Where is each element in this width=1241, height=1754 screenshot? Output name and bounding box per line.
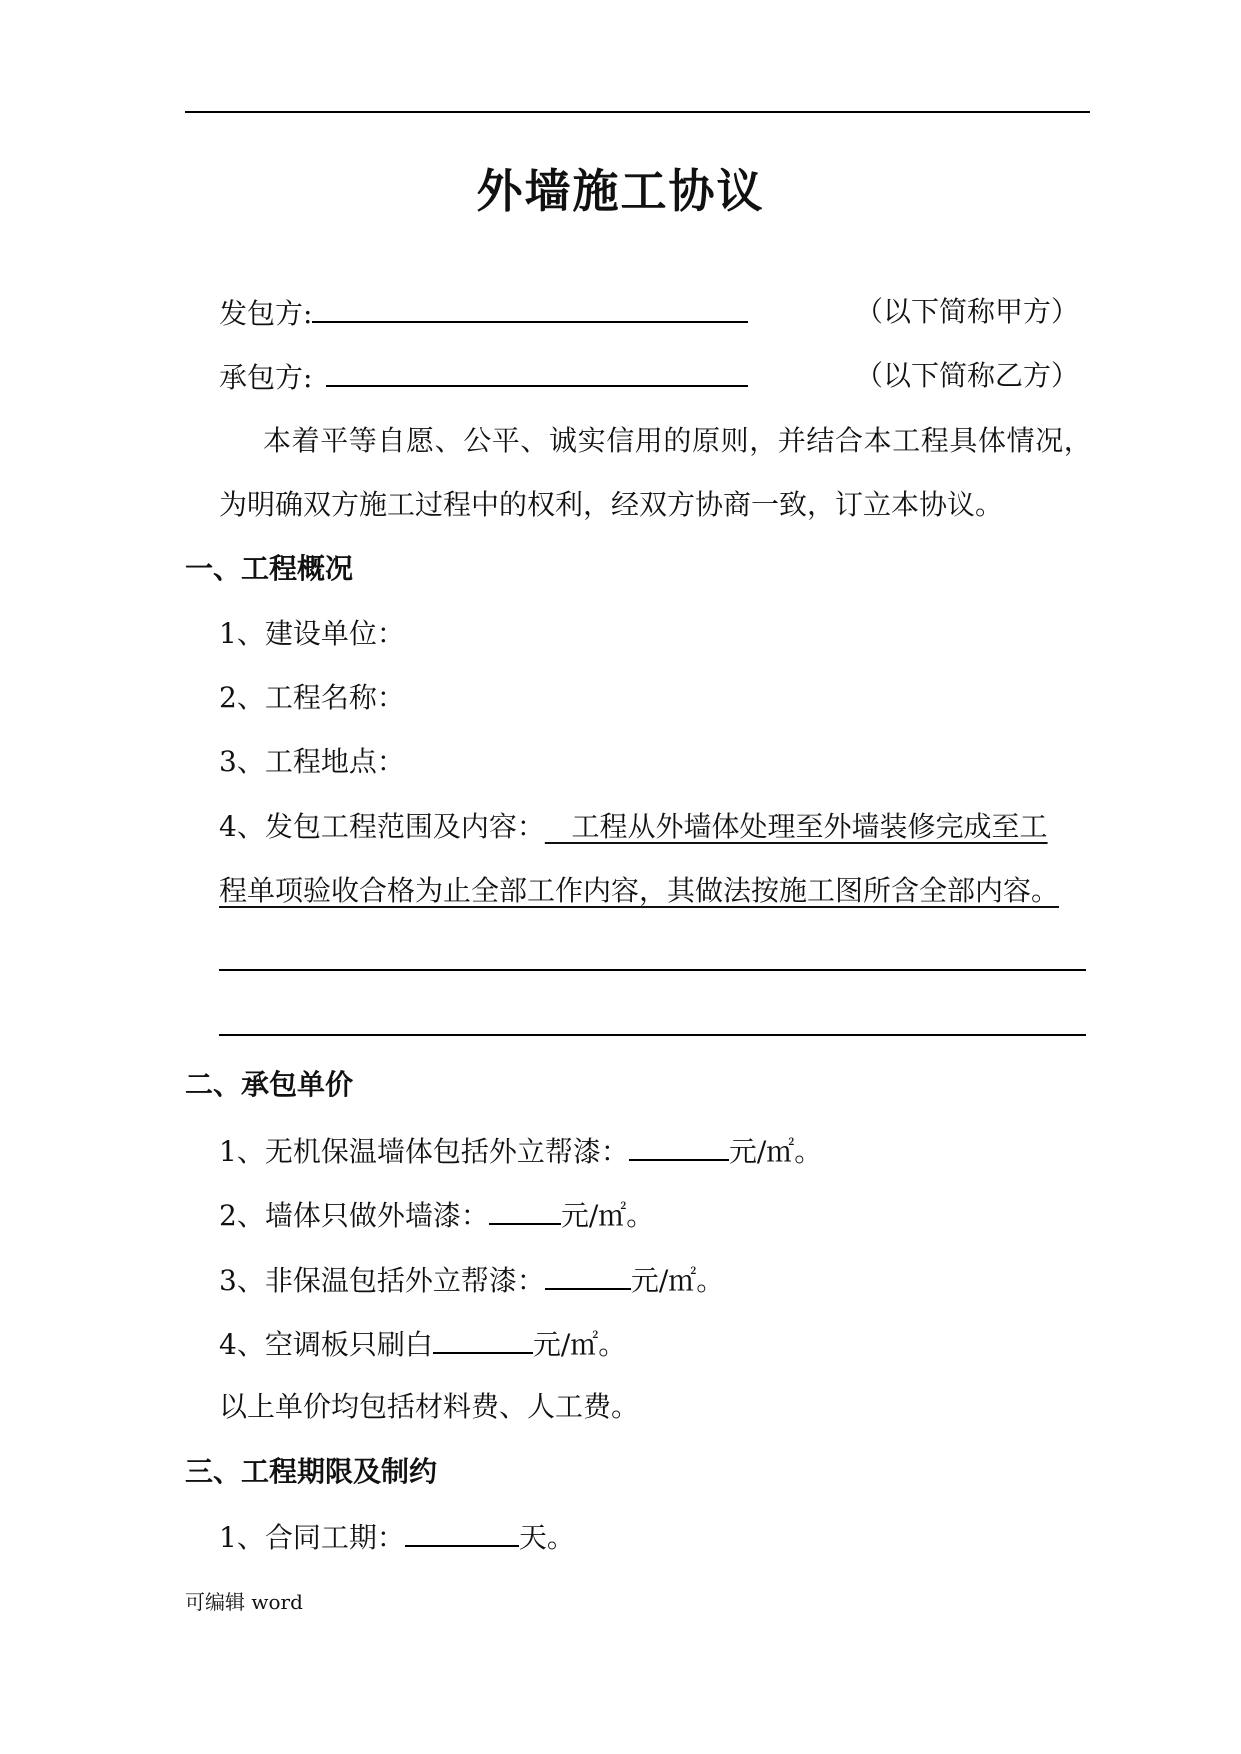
- term-1-blank[interactable]: [405, 1519, 519, 1547]
- price-row-4: [219, 1326, 626, 1362]
- party-a-note: （以下简称甲方）: [855, 295, 1080, 328]
- price-4-unit: 元/㎡。: [532, 1328, 627, 1361]
- section-1-item-4-text-2: 程单项验收合格为止全部工作内容，其做法按施工图所含全部内容。: [219, 874, 1060, 907]
- price-row-1: [219, 1133, 822, 1169]
- top-rule: [185, 111, 1090, 113]
- section-1-item-4-text-1: 工程从外墙体处理至外墙装修完成至工: [544, 810, 1048, 843]
- document-title: 外墙施工协议: [476, 164, 765, 218]
- section-1-item-3: 3、工程地点：: [219, 745, 405, 778]
- blank-line-2[interactable]: [219, 1034, 1086, 1036]
- intro-line-2: 为明确双方施工过程中的权利，经双方协商一致，订立本协议。: [219, 488, 1004, 521]
- price-3-unit: 元/㎡。: [630, 1264, 725, 1297]
- section-1-item-1: 1、建设单位：: [219, 617, 405, 650]
- price-2-unit: 元/㎡。: [560, 1199, 655, 1232]
- section-1-item-4-label: 4、发包工程范围及内容：: [219, 810, 545, 843]
- price-3-blank[interactable]: [545, 1262, 631, 1290]
- price-note: 以上单价均包括材料费、人工费。: [219, 1390, 640, 1423]
- section-3-heading: 三、工程期限及制约: [185, 1455, 438, 1488]
- section-1-item-2: 2、工程名称：: [219, 681, 405, 714]
- price-3-label: 3、非保温包括外立帮漆：: [219, 1264, 545, 1297]
- party-b-label: 承包方:: [219, 361, 313, 394]
- party-b-row: [219, 359, 748, 395]
- party-b-note: （以下简称乙方）: [855, 359, 1080, 392]
- price-2-blank[interactable]: [489, 1197, 561, 1225]
- price-1-label: 1、无机保温墙体包括外立帮漆：: [219, 1135, 629, 1168]
- party-a-blank[interactable]: [312, 295, 748, 323]
- term-1-label: 1、合同工期：: [219, 1521, 405, 1554]
- price-1-blank[interactable]: [629, 1133, 729, 1161]
- price-2-label: 2、墙体只做外墙漆：: [219, 1199, 489, 1232]
- price-row-2: [219, 1197, 654, 1233]
- intro-line-1: 本着平等自愿、公平、诚实信用的原则，并结合本工程具体情况，: [263, 424, 1093, 457]
- section-1-item-4-line-1: [219, 810, 1048, 844]
- section-1-heading: 一、工程概况: [185, 552, 354, 585]
- section-2-heading: 二、承包单价: [185, 1068, 354, 1101]
- price-1-unit: 元/㎡。: [728, 1135, 823, 1168]
- term-row-1: [219, 1519, 575, 1555]
- price-row-3: [219, 1262, 724, 1298]
- price-4-label: 4、空调板只刷白: [219, 1328, 433, 1361]
- party-a-label: 发包方:: [219, 297, 313, 330]
- footer-text: 可编辑 word: [185, 1590, 303, 1614]
- price-4-blank[interactable]: [433, 1326, 533, 1354]
- party-a-row: [219, 295, 748, 331]
- blank-line-1[interactable]: [219, 969, 1086, 971]
- party-b-blank[interactable]: [326, 359, 748, 387]
- term-1-unit: 天。: [518, 1521, 575, 1554]
